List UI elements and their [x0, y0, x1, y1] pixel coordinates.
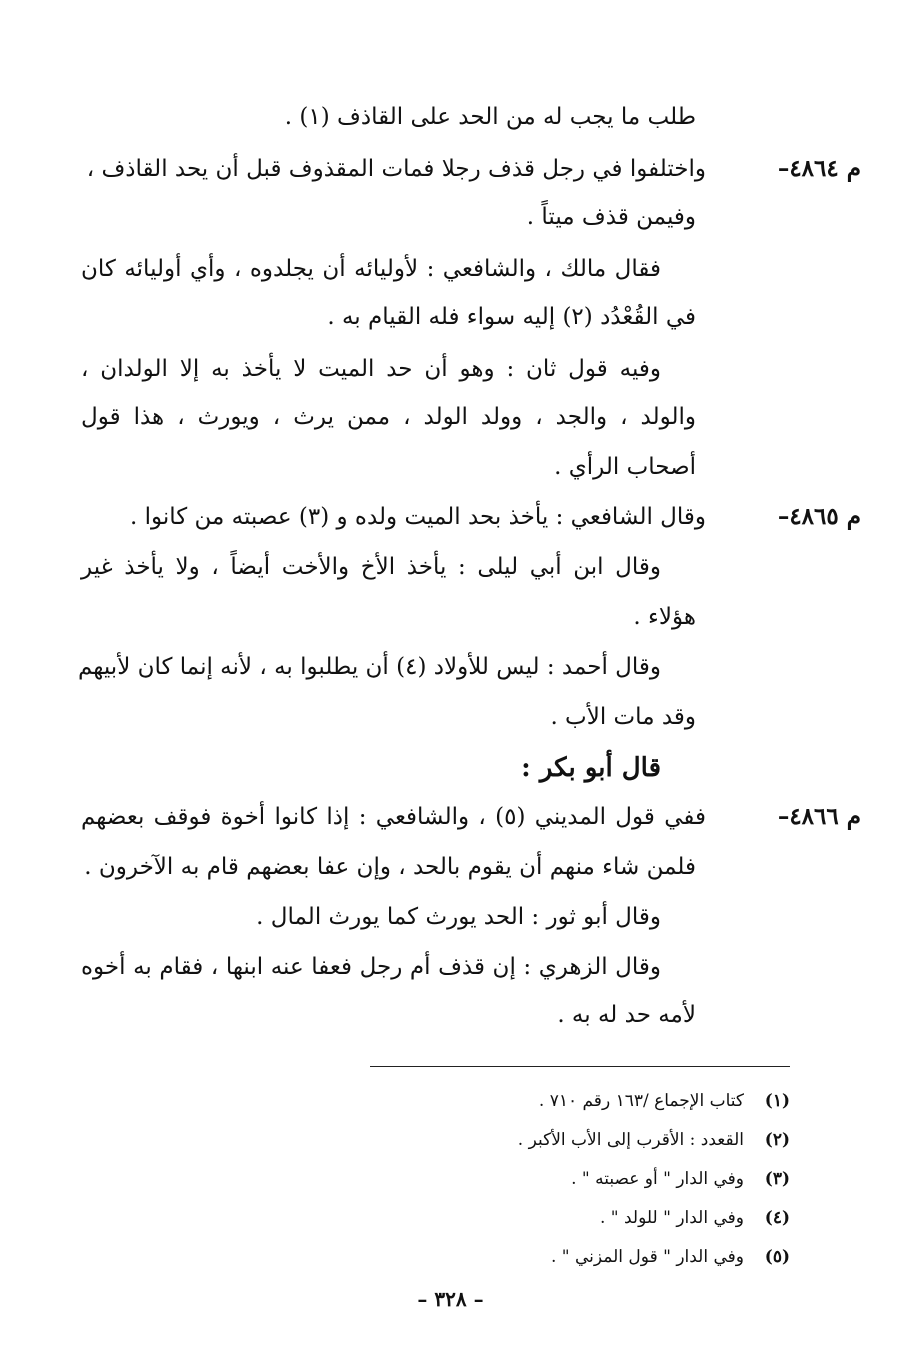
- masala-text: ففي قول المديني (٥) ، والشافعي : إذا كانوا أخوة فوقف بعضهم: [81, 804, 707, 830]
- footnote: [290, 1127, 790, 1153]
- text-line: وقال ابن أبي ليلى : يأخذ الأخ والأخت أيضاً ، ولا يأخذ غير: [81, 554, 661, 580]
- text-line: وقال الزهري : إن قذف أم رجل فعفا عنه ابنها ، فقام به أخوه: [81, 954, 661, 980]
- footnote-text: وفي الدار " أو عصبته " .: [571, 1169, 744, 1189]
- masala-number: م ٤٨٦٤–: [777, 155, 861, 182]
- text-line: لأمه حد له به .: [557, 1002, 696, 1028]
- text-line: أصحاب الرأي .: [554, 454, 696, 480]
- footnote: [290, 1205, 790, 1231]
- text-line: وقال أحمد : ليس للأولاد (٤) أن يطلبوا به ، لأنه إنما كان لأبيهم: [77, 654, 661, 680]
- text-line: فلمن شاء منهم أن يقوم بالحد ، وإن عفا بعضهم قام به الآخرون .: [84, 854, 696, 880]
- footnote-number: (١): [764, 1091, 790, 1111]
- masala-number: م ٤٨٦٦–: [777, 803, 861, 830]
- footnote: [290, 1088, 790, 1114]
- footnote: [290, 1166, 790, 1192]
- text-line: وفيمن قذف ميتاً .: [526, 204, 696, 230]
- masala-text: واختلفوا في رجل قذف رجلا فمات المقذوف قبل أن يحد القاذف ،: [86, 156, 706, 182]
- text-line: هؤلاء .: [633, 604, 696, 630]
- footnote-rule: [370, 1066, 790, 1067]
- section-heading: قال أبو بكر :: [521, 753, 661, 783]
- footnote-text: القعدد : الأقرب إلى الأب الأكبر .: [517, 1130, 744, 1150]
- text-line: في القُعْدُد (٢) إليه سواء فله القيام به .: [327, 304, 696, 330]
- footnote-text: وفي الدار " للولد " .: [599, 1208, 744, 1228]
- text-line: والولد ، والجد ، وولد الولد ، ممن يرث ، ويورث ، هذا قول: [81, 404, 696, 430]
- footnote-number: (٢): [764, 1130, 790, 1150]
- footnote-text: وفي الدار " قول المزني " .: [550, 1247, 744, 1267]
- footnote-number: (٤): [764, 1208, 790, 1228]
- masala-text: وقال الشافعي : يأخذ بحد الميت ولده و (٣) عصبته من كانوا .: [129, 504, 706, 530]
- footnote: [290, 1244, 790, 1270]
- footnote-text: كتاب الإجماع /١٦٣ رقم ٧١٠ .: [538, 1091, 744, 1111]
- text-line: وقال أبو ثور : الحد يورث كما يورث المال .: [256, 904, 661, 930]
- page-number: – ٣٢٨ –: [417, 1287, 484, 1311]
- masala-number: م ٤٨٦٥–: [777, 503, 861, 530]
- text-line: فقال مالك ، والشافعي : لأوليائه أن يجلدوه ، وأي أوليائه كان: [81, 256, 661, 282]
- text-line: وفيه قول ثان : وهو أن حد الميت لا يأخذ به إلا الولدان ،: [81, 356, 661, 382]
- footnote-number: (٣): [764, 1169, 790, 1189]
- footnote-number: (٥): [764, 1247, 790, 1267]
- text-line: وقد مات الأب .: [550, 704, 696, 730]
- text-line: طلب ما يجب له من الحد على القاذف (١) .: [284, 104, 696, 130]
